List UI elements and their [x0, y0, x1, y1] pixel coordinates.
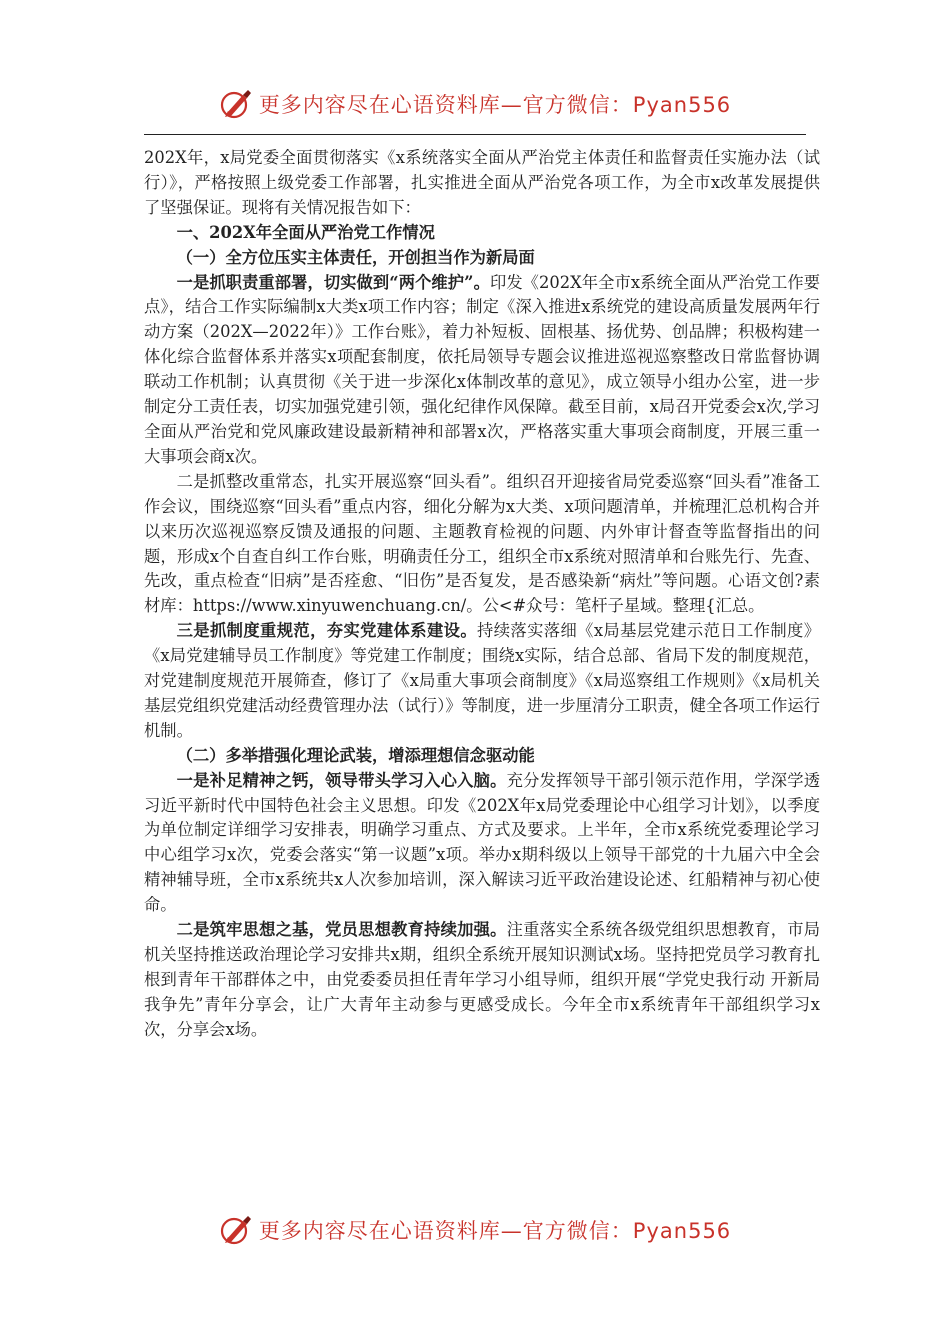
paragraph-1-lead: 一是抓职责重部署，切实做到“两个维护”。: [176, 272, 490, 292]
paragraph-5-lead: 二是筑牢思想之基，党员思想教育持续加强。: [176, 920, 507, 940]
header-rule: [144, 134, 806, 135]
pen-logo-icon: [219, 1213, 253, 1247]
paragraph-3-text: 持续落实落细《x局基层党建示范日工作制度》《x局党建辅导员工作制度》等党建工作制度；围绕x实际，结合总部、省局下发的制度规范，对党建制度规范开展筛查，修订了《x局重大事项会商制度》《x局巡察组工作规则》《x局机关基层党组织党建活动经费管理办法（试行）》等制度，进一步厘清分工职责，健全各项工作运行机制。: [144, 621, 820, 740]
footer-banner-text: 更多内容尽在心语资料库—官方微信：Pyan556: [258, 1219, 732, 1243]
pen-logo-icon: [219, 87, 253, 121]
intro-paragraph: 202X年，x局党委全面贯彻落实《x系统落实全面从严治党主体责任和监督责任实施办法（试行）》，严格按照上级党委工作部署，扎实推进全面从严治党各项工作，为全市x改革发展提供了坚强保证。现将有关情况报告如下：: [144, 148, 820, 217]
footer-banner: [0, 1210, 950, 1250]
sub2-title: （二）多举措强化理论武装，增添理想信念驱动能: [176, 745, 535, 765]
paragraph-1: [144, 271, 820, 470]
header-banner-text: 更多内容尽在心语资料库—官方微信：Pyan556: [258, 93, 732, 117]
paragraph-5-text: 注重落实全系统各级党组织思想教育，市局机关坚持推送政治理论学习安排共x期，组织全系统开展知识测试x场。坚持把党员学习教育扎根到青年干部群体之中，由党委委员担任青年学习小组导师，组织开展“学党史我行动 开新局我争先”青年分享会，让广大青年主动参与更感受成长。今年全市x系统青年干部组织学习x次，分享会x场。: [144, 920, 820, 1039]
section1-title: 一、202X年全面从严治党工作情况: [176, 222, 435, 242]
paragraph-4-lead: 一是补足精神之钙，领导带头学习入心入脑。: [176, 770, 507, 790]
document-body: [144, 146, 820, 1043]
header-banner: [0, 84, 950, 124]
paragraph-4-text: 充分发挥领导干部引领示范作用，学深学透习近平新时代中国特色社会主义思想。印发《202X年x局党委理论中心组学习计划》，以季度为单位制定详细学习安排表，明确学习重点、方式及要求。上半年，全市x系统党委理论学习中心组学习x次，党委会落实“第一议题”x项。举办x期科级以上领导干部党的十九届六中全会精神辅导班，全市x系统共x人次参加培训，深入解读习近平政治建设论述、红船精神与初心使命。: [144, 770, 820, 915]
paragraph-2: 二是抓整改重常态，扎实开展巡察“回头看”。组织召开迎接省局党委巡察“回头看”准备工作会议，围绕巡察“回头看”重点内容，细化分解为x大类、x项问题清单，并梳理汇总机构合并以来历次巡视巡察反馈及通报的问题、主题教育检视的问题、内外审计督查等监督指出的问题，形成x个自查自纠工作台账，明确责任分工，组织全市x系统对照清单和台账先行、先查、先改，重点检查“旧病”是否痊愈、“旧伤”是否复发，是否感染新“病灶”等问题。心语文创?素材库：https://www.xinyuwenchuang.cn/。公<#众号：笔杆子星域。整理{汇总。: [144, 471, 820, 616]
paragraph-3: [144, 619, 820, 744]
paragraph-5: [144, 918, 820, 1043]
paragraph-1-text: 印发《202X年全市x系统全面从严治党工作要点》，结合工作实际编制x大类x项工作内容；制定《深入推进x系统党的建设高质量发展两年行动方案（202X—2022年）》工作台账》，着力补短板、固根基、扬优势、创品牌；积极构建一体化综合监督体系并落实x项配套制度，依托局领导专题会议推进巡视巡察整改日常监督协调联动工作机制；认真贯彻《关于进一步深化x体制改革的意见》，成立领导小组办公室，进一步制定分工责任表，切实加强党建引领，强化纪律作风保障。截至目前，x局召开党委会x次,学习全面从严治党和党风廉政建设最新精神和部署x次，严格落实重大事项会商制度，开展三重一大事项会商x次。: [144, 272, 820, 466]
paragraph-3-lead: 三是抓制度重规范，夯实党建体系建设。: [176, 621, 478, 641]
paragraph-4: [144, 769, 820, 918]
sub1-title: （一）全方位压实主体责任，开创担当作为新局面: [176, 247, 535, 267]
